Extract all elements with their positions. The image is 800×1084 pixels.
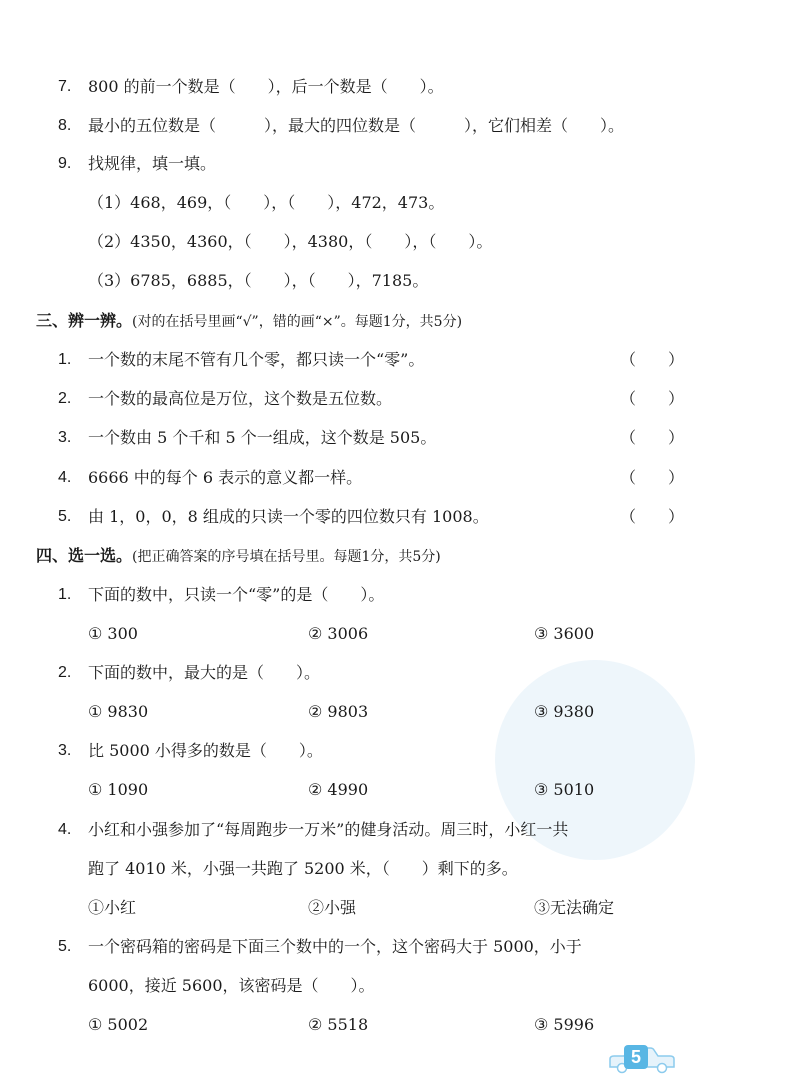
- sub-question-text: （2）4350，4360，（ ），4380，（ ），（ ）。: [88, 232, 493, 251]
- question-9-part-1: [0, 188, 800, 218]
- section-title: [36, 306, 462, 337]
- judge-item-5: [0, 502, 800, 532]
- section-instructions: (对的在括号里画“√”，错的画“×”。每题1分，共5分): [132, 314, 463, 330]
- question-number: 5.: [58, 938, 72, 955]
- option-1: ① 9830: [88, 702, 149, 721]
- option-1: ① 300: [88, 624, 138, 643]
- question-text: 一个密码箱的密码是下面三个数中的一个，这个密码大于 5000，小于: [88, 937, 582, 956]
- choice-options-5: [0, 1010, 800, 1040]
- question-number: 1.: [58, 351, 72, 368]
- question-9: [0, 149, 800, 179]
- question-9-part-3: [0, 266, 800, 296]
- question-text: 比 5000 小得多的数是（ ）。: [88, 741, 323, 760]
- question-text: 下面的数中，只读一个“零”的是（ ）。: [88, 585, 385, 604]
- question-text: 6666 中的每个 6 表示的意义都一样。: [88, 468, 363, 487]
- option-3: ③ 3600: [534, 624, 595, 643]
- answer-blank: （ ）: [620, 507, 685, 526]
- choice-item-4: [0, 815, 800, 845]
- choice-item-2: [0, 658, 800, 688]
- question-number: 8.: [58, 117, 72, 134]
- question-text: 下面的数中，最大的是（ ）。: [88, 663, 321, 682]
- question-8: [0, 111, 800, 141]
- question-text: 小红和小强参加了“每周跑步一万米”的健身活动。周三时，小红一共: [88, 820, 569, 839]
- question-number: 2.: [58, 664, 72, 681]
- question-text: 最小的五位数是（ ），最大的四位数是（ ），它们相差（ ）。: [88, 116, 625, 135]
- option-3: ③ 5996: [534, 1015, 595, 1034]
- answer-blank: （ ）: [620, 350, 685, 369]
- answer-blank: （ ）: [620, 468, 685, 487]
- judge-item-4: [0, 463, 800, 493]
- choice-options-2: [0, 697, 800, 727]
- question-text: 由 1，0，0，8 组成的只读一个零的四位数只有 1008。: [88, 507, 489, 526]
- question-9-part-2: [0, 227, 800, 257]
- section-title: [36, 541, 441, 572]
- sub-question-text: （3）6785，6885，（ ），（ ），7185。: [88, 271, 429, 290]
- question-text: 一个数的末尾不管有几个零，都只读一个“零”。: [88, 350, 425, 369]
- question-text: 一个数由 5 个千和 5 个一组成，这个数是 505。: [88, 428, 437, 447]
- choice-item-5: [0, 932, 800, 962]
- answer-blank: （ ）: [620, 389, 685, 408]
- question-7: [0, 72, 800, 102]
- question-number: 4.: [58, 821, 72, 838]
- option-3: ③无法确定: [534, 898, 615, 917]
- option-3: ③ 9380: [534, 702, 595, 721]
- question-number: 5.: [58, 508, 72, 525]
- judge-item-3: [0, 423, 800, 453]
- answer-blank: （ ）: [620, 428, 685, 447]
- option-1: ① 1090: [88, 780, 149, 799]
- section-3-heading: [0, 306, 800, 336]
- question-text: 一个数的最高位是万位，这个数是五位数。: [88, 389, 393, 408]
- question-number: 3.: [58, 742, 72, 759]
- question-text: 找规律，填一填。: [88, 154, 217, 173]
- choice-item-3: [0, 736, 800, 766]
- option-2: ② 4990: [308, 780, 369, 799]
- choice-options-4: [0, 893, 800, 923]
- option-1: ① 5002: [88, 1015, 149, 1034]
- choice-options-1: [0, 619, 800, 649]
- option-3: ③ 5010: [534, 780, 595, 799]
- choice-item-5-continued: [0, 971, 800, 1001]
- question-text: 6000，接近 5600，该密码是（ ）。: [88, 976, 375, 995]
- question-number: 7.: [58, 78, 72, 95]
- option-2: ② 3006: [308, 624, 369, 643]
- choice-item-1: [0, 580, 800, 610]
- section-title-text: 四、选一选。: [36, 546, 133, 565]
- choice-item-4-continued: [0, 854, 800, 884]
- option-2: ② 9803: [308, 702, 369, 721]
- section-4-heading: [0, 541, 800, 571]
- question-text: 800 的前一个数是（ ），后一个数是（ ）。: [88, 77, 444, 96]
- sub-question-text: （1）468，469，（ ），（ ），472，473。: [88, 193, 445, 212]
- judge-item-2: [0, 384, 800, 414]
- option-2: ②小强: [308, 898, 357, 917]
- question-number: 2.: [58, 390, 72, 407]
- question-number: 4.: [58, 469, 72, 486]
- question-number: 9.: [58, 155, 72, 172]
- question-text: 跑了 4010 米，小强一共跑了 5200 米，（ ）剩下的多。: [88, 859, 518, 878]
- choice-options-3: [0, 775, 800, 805]
- option-2: ② 5518: [308, 1015, 369, 1034]
- question-number: 1.: [58, 586, 72, 603]
- page-number: 5: [624, 1045, 648, 1069]
- question-number: 3.: [58, 429, 72, 446]
- judge-item-1: [0, 345, 800, 375]
- option-1: ①小红: [88, 898, 137, 917]
- section-title-text: 三、辨一辨。: [36, 311, 133, 330]
- section-instructions: (把正确答案的序号填在括号里。每题1分，共5分): [132, 549, 441, 565]
